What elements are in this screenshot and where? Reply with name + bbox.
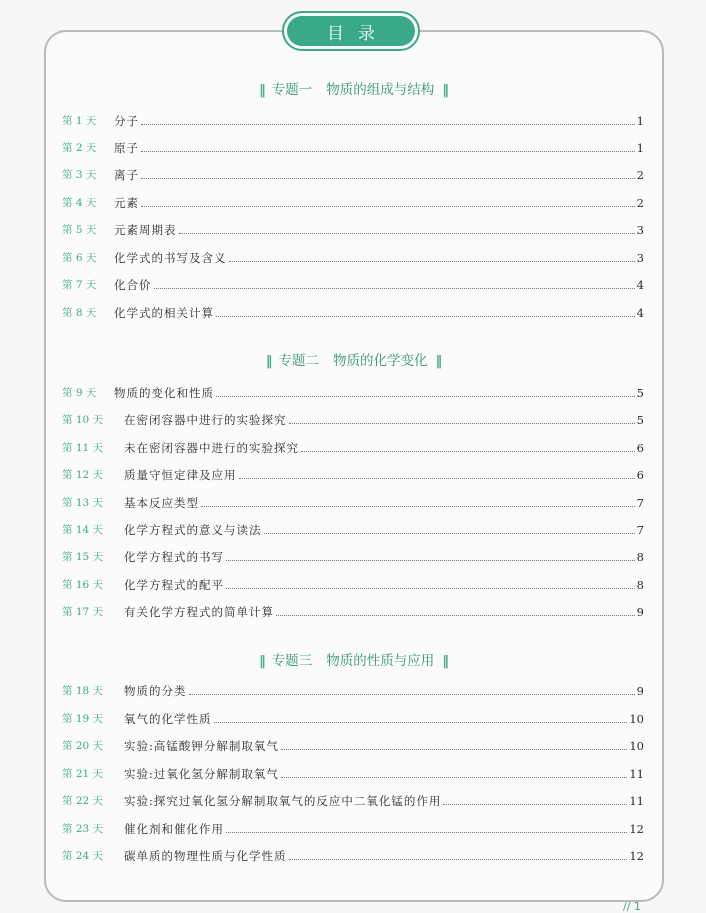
entry-title: 元素	[114, 196, 139, 210]
day-label: 第 21 天	[62, 768, 104, 780]
dot-leader	[289, 422, 635, 424]
toc-entry[interactable]	[62, 522, 644, 538]
entry-title: 实验:探究过氧化氢分解制取氧气的反应中二氧化锰的作用	[124, 794, 442, 808]
section-bar-decoration: ‖	[442, 82, 447, 98]
section-name: 物质的性质与应用	[326, 653, 435, 669]
day-label: 第 17 天	[62, 606, 104, 618]
day-label: 第 22 天	[62, 795, 104, 807]
section-bar-decoration: ‖	[442, 653, 447, 669]
section-number: 专题一	[271, 82, 313, 98]
day-label: 第 15 天	[62, 551, 104, 563]
entry-title: 化学方程式的配平	[124, 578, 224, 592]
day-label: 第 18 天	[62, 685, 104, 697]
toc-title: 目录	[287, 16, 415, 46]
dot-leader	[189, 693, 635, 695]
day-label: 第 3 天	[62, 169, 97, 181]
entry-title: 基本反应类型	[124, 496, 199, 510]
entry-title: 氧气的化学性质	[124, 712, 212, 726]
page-number: 9	[636, 605, 644, 619]
toc-entry[interactable]	[62, 848, 644, 864]
section-name: 物质的组成与结构	[326, 82, 435, 98]
page-number: 2	[636, 168, 644, 182]
day-label: 第 8 天	[62, 307, 97, 319]
toc-entry[interactable]	[62, 167, 644, 183]
dot-leader	[276, 614, 635, 616]
entry-title: 实验:高锰酸钾分解制取氧气	[124, 739, 279, 753]
day-label: 第 11 天	[62, 442, 104, 454]
toc-entry[interactable]	[62, 113, 644, 129]
page-number: 8	[636, 578, 644, 592]
page-number: 1	[636, 114, 644, 128]
entry-title: 在密闭容器中进行的实验探究	[124, 413, 287, 427]
toc-entry[interactable]	[62, 766, 644, 782]
page-number: 10	[629, 739, 644, 753]
entry-title: 原子	[114, 141, 139, 155]
page-number: 11	[629, 767, 644, 781]
toc-entry[interactable]	[62, 549, 644, 565]
toc-entry[interactable]	[62, 711, 644, 727]
day-label: 第 13 天	[62, 497, 104, 509]
toc-entry[interactable]	[62, 305, 644, 321]
toc-title-badge	[282, 11, 420, 51]
dot-leader	[216, 315, 635, 317]
day-label: 第 1 天	[62, 115, 97, 127]
page-number: 5	[636, 386, 644, 400]
day-label: 第 19 天	[62, 713, 104, 725]
day-label: 第 16 天	[62, 579, 104, 591]
page-number: 8	[636, 550, 644, 564]
toc-entry[interactable]	[62, 821, 644, 837]
toc-entry[interactable]	[62, 277, 644, 293]
entry-title: 实验:过氧化氢分解制取氧气	[124, 767, 279, 781]
day-label: 第 12 天	[62, 469, 104, 481]
dot-leader	[141, 205, 635, 207]
page-number: 4	[636, 306, 644, 320]
entry-title: 分子	[114, 114, 139, 128]
section-bar-decoration: ‖	[259, 653, 264, 669]
footer-page-number: 1	[633, 900, 641, 913]
day-label: 第 14 天	[62, 524, 104, 536]
section-number: 专题二	[278, 353, 319, 369]
day-label: 第 10 天	[62, 414, 104, 426]
toc-entry[interactable]	[62, 140, 644, 156]
entry-title: 有关化学方程式的简单计算	[124, 605, 274, 619]
day-label: 第 6 天	[62, 252, 97, 264]
entry-title: 化学方程式的书写	[124, 550, 224, 564]
section-name: 物质的化学变化	[333, 353, 428, 369]
day-label: 第 9 天	[62, 387, 97, 399]
toc-entry[interactable]	[62, 385, 644, 401]
entry-title: 元素周期表	[114, 223, 177, 237]
toc-entry[interactable]	[62, 440, 644, 456]
entry-title: 物质的变化和性质	[114, 386, 214, 400]
dot-leader	[281, 776, 627, 778]
dot-leader	[264, 532, 635, 534]
entry-title: 化学式的书写及含义	[114, 251, 227, 265]
section-number: 专题三	[271, 653, 313, 669]
dot-leader	[179, 232, 635, 234]
dot-leader	[289, 858, 628, 860]
page-number: 5	[636, 413, 644, 427]
toc-entry[interactable]	[62, 738, 644, 754]
page-number: 4	[636, 278, 644, 292]
section-heading	[0, 649, 706, 669]
dot-leader	[214, 721, 628, 723]
dot-leader	[281, 748, 627, 750]
toc-entry[interactable]	[62, 412, 644, 428]
entry-title: 质量守恒定律及应用	[124, 468, 237, 482]
toc-entry[interactable]	[62, 604, 644, 620]
page-number: 3	[636, 251, 644, 265]
dot-leader	[216, 395, 635, 397]
toc-entry[interactable]	[62, 195, 644, 211]
toc-entry[interactable]	[62, 683, 644, 699]
page-number: 7	[636, 523, 644, 537]
dot-leader	[141, 123, 635, 125]
entry-title: 碳单质的物理性质与化学性质	[124, 849, 287, 863]
page-number: 2	[636, 196, 644, 210]
dot-leader	[443, 803, 627, 805]
page-number: 11	[629, 794, 644, 808]
entry-title: 离子	[114, 168, 139, 182]
page-number: 12	[629, 849, 644, 863]
section-heading	[0, 78, 706, 98]
entry-title: 化合价	[114, 278, 152, 292]
page-number: 9	[636, 684, 644, 698]
toc-entry[interactable]	[62, 495, 644, 511]
dot-leader	[301, 450, 635, 452]
dot-leader	[226, 587, 635, 589]
toc-entry[interactable]	[62, 577, 644, 593]
footer-page-mark: // 1	[623, 900, 641, 913]
dot-leader	[201, 505, 635, 507]
section-heading	[0, 349, 706, 369]
entry-title: 未在密闭容器中进行的实验探究	[124, 441, 299, 455]
page-number: 10	[629, 712, 644, 726]
entry-title: 物质的分类	[124, 684, 187, 698]
page-number: 1	[636, 141, 644, 155]
day-label: 第 23 天	[62, 823, 104, 835]
toc-entry[interactable]	[62, 467, 644, 483]
toc-entry[interactable]	[62, 250, 644, 266]
toc-entry[interactable]	[62, 222, 644, 238]
day-label: 第 4 天	[62, 197, 97, 209]
page-number: 6	[636, 441, 644, 455]
day-label: 第 5 天	[62, 224, 97, 236]
entry-title: 化学方程式的意义与读法	[124, 523, 262, 537]
section-bar-decoration: ‖	[259, 82, 264, 98]
page-number: 3	[636, 223, 644, 237]
dot-leader	[239, 477, 635, 479]
page-number: 12	[629, 822, 644, 836]
day-label: 第 7 天	[62, 279, 97, 291]
dot-leader	[229, 260, 635, 262]
day-label: 第 20 天	[62, 740, 104, 752]
dot-leader	[141, 150, 635, 152]
day-label: 第 24 天	[62, 850, 104, 862]
dot-leader	[226, 831, 627, 833]
dot-leader	[226, 559, 635, 561]
dot-leader	[141, 177, 635, 179]
dot-leader	[154, 287, 635, 289]
toc-entry[interactable]	[62, 793, 644, 809]
page-number: 7	[636, 496, 644, 510]
section-bar-decoration: ‖	[435, 353, 441, 369]
entry-title: 化学式的相关计算	[114, 306, 214, 320]
section-bar-decoration: ‖	[265, 353, 271, 369]
page-number: 6	[636, 468, 644, 482]
entry-title: 催化剂和催化作用	[124, 822, 224, 836]
day-label: 第 2 天	[62, 142, 97, 154]
